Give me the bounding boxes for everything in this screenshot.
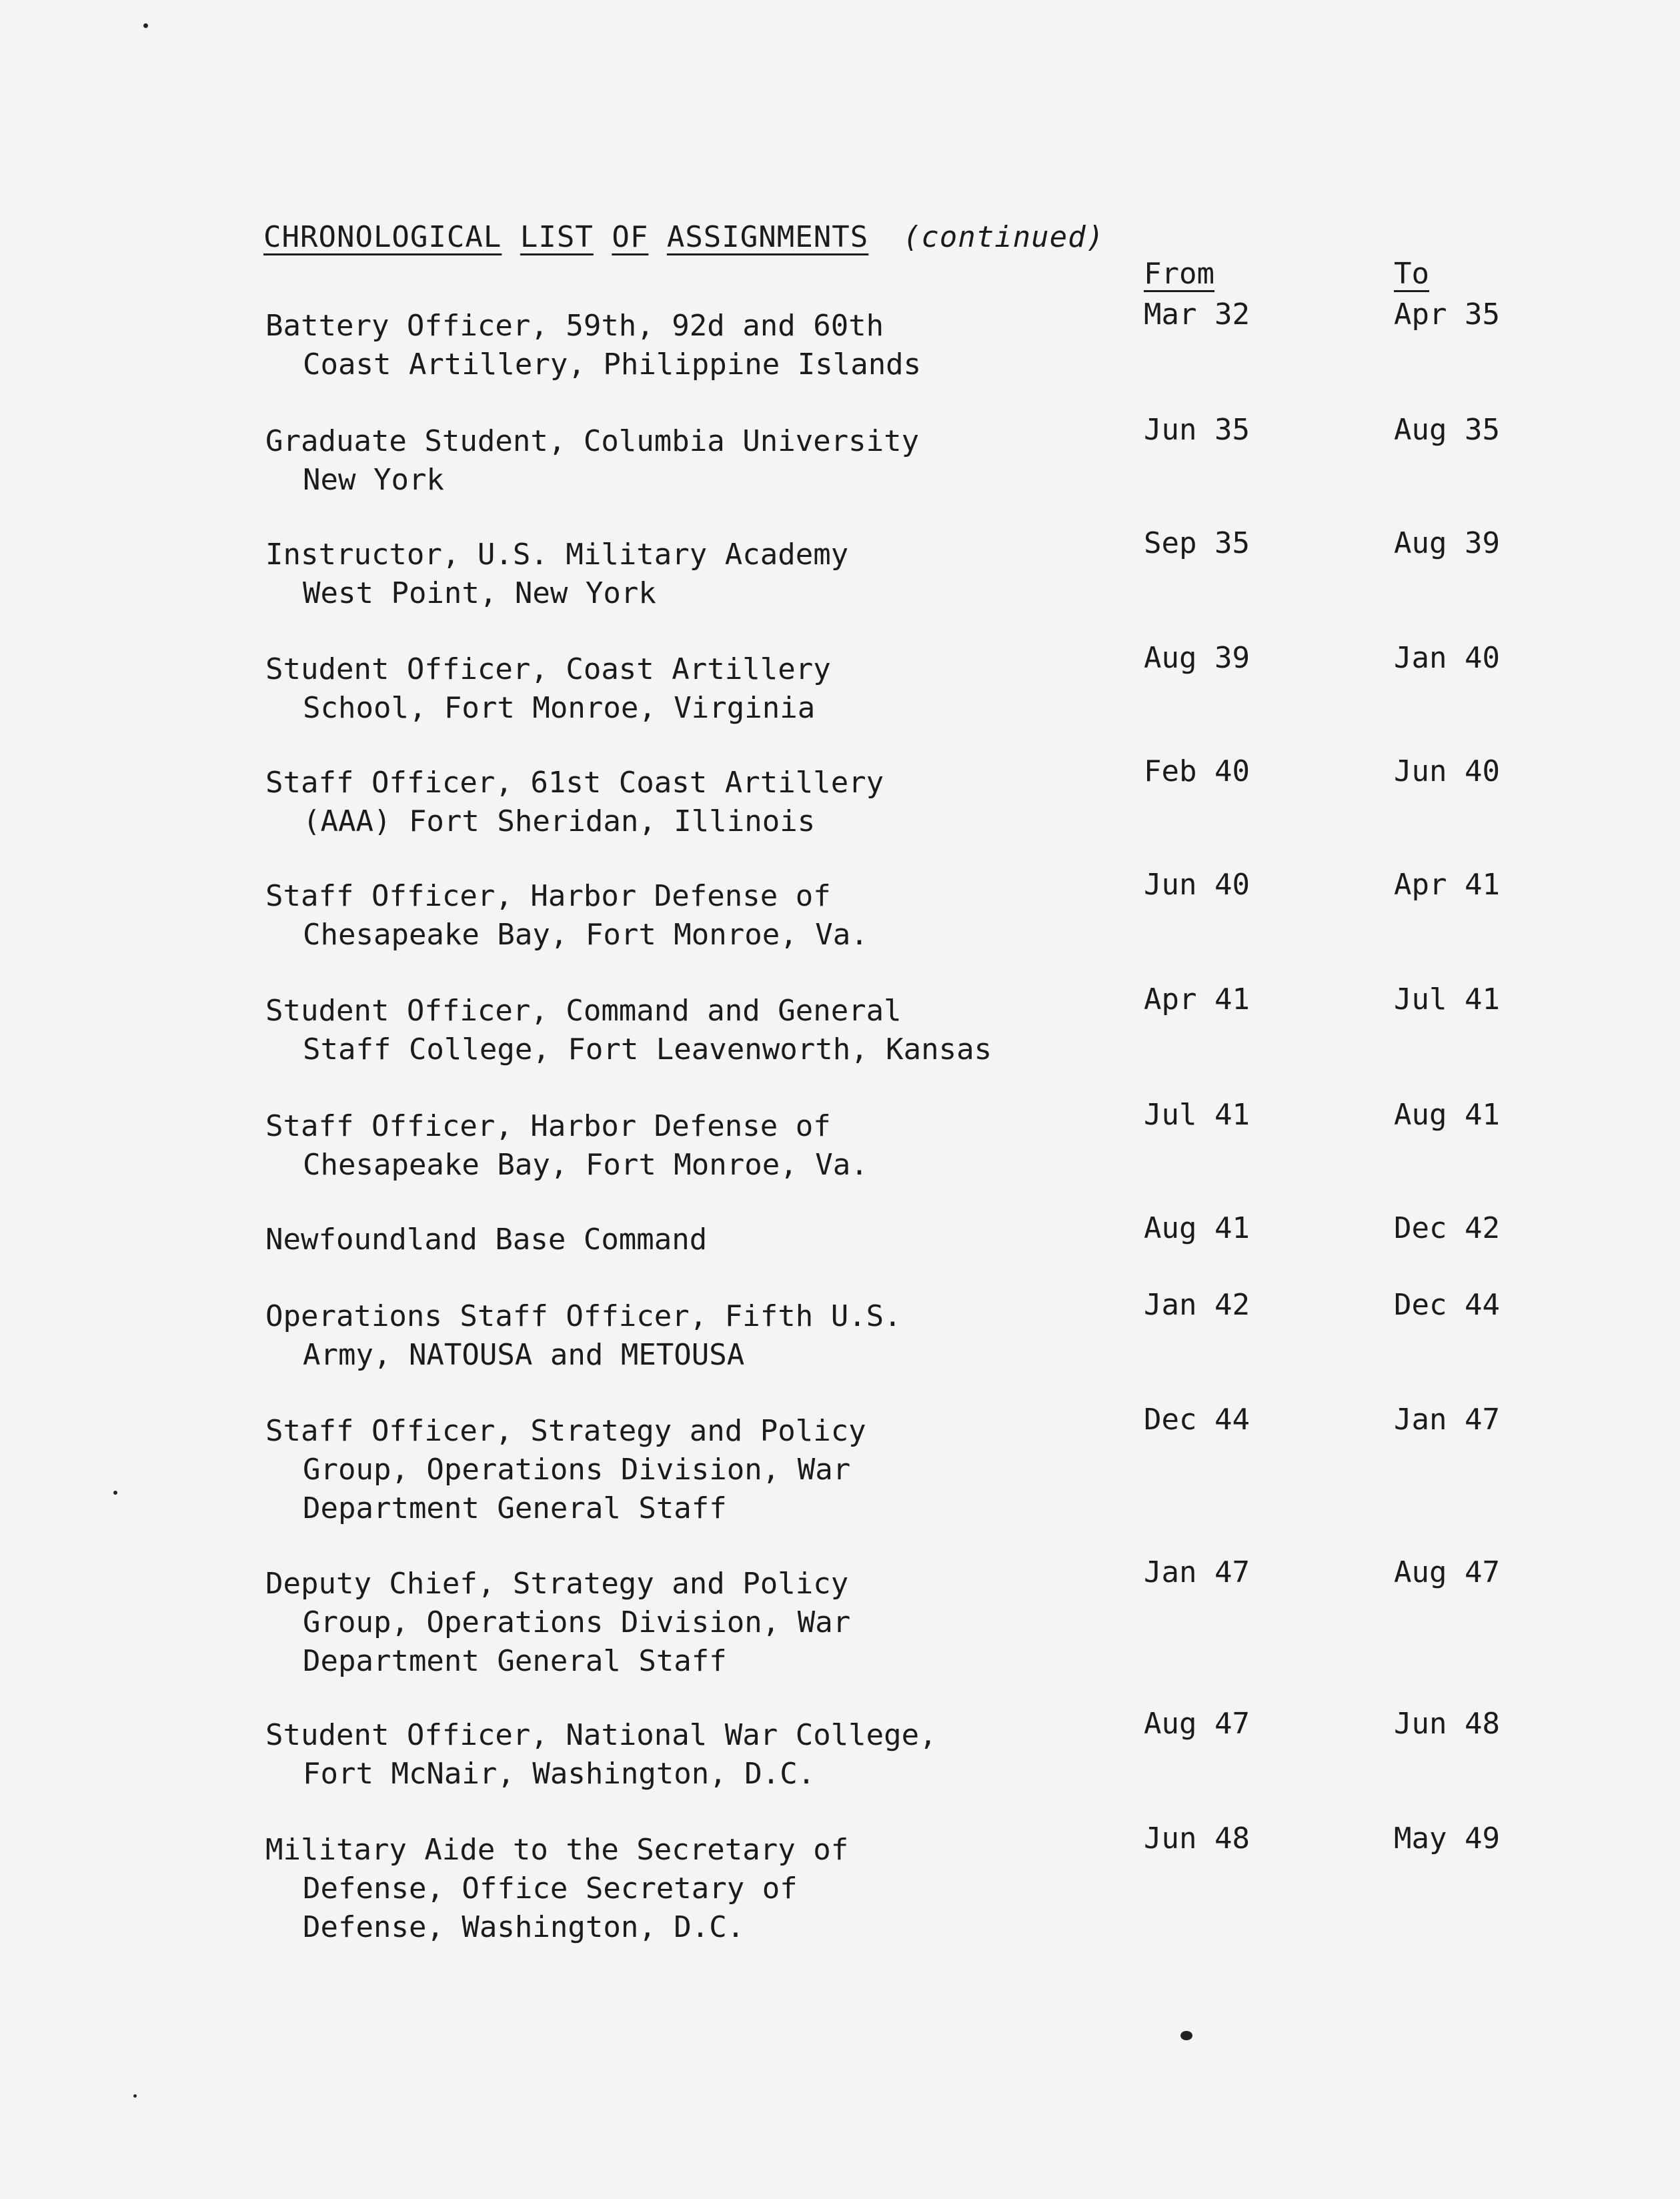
assignment-entry (0, 297, 1680, 387)
description-line: Newfoundland Base Command (265, 1223, 708, 1257)
description-line: Group, Operations Division, War (303, 1453, 851, 1487)
date-from: Dec 44 (1144, 1403, 1250, 1437)
assignment-entry (0, 413, 1680, 502)
assignment-description (265, 536, 848, 613)
date-from: Feb 40 (1144, 754, 1250, 788)
description-line: Staff College, Fort Leavenworth, Kansas (303, 1032, 992, 1066)
assignment-entry (0, 1403, 1680, 1525)
description-line: Graduate Student, Columbia University (265, 424, 920, 458)
column-header-from: From (1144, 257, 1214, 291)
ink-speck (113, 1491, 117, 1495)
date-from: Mar 32 (1144, 297, 1250, 331)
description-line: Student Officer, National War College, (265, 1718, 937, 1752)
date-from: Apr 41 (1144, 982, 1250, 1016)
description-line: School, Fort Monroe, Virginia (303, 691, 816, 725)
description-line: Staff Officer, Harbor Defense of (265, 1109, 831, 1143)
description-line: Staff Officer, Strategy and Policy (265, 1414, 866, 1448)
description-line: West Point, New York (303, 576, 656, 610)
heading-word: CHRONOLOGICAL (263, 220, 502, 254)
description-line: Department General Staff (303, 1644, 727, 1678)
description-line: Instructor, U.S. Military Academy (265, 538, 849, 572)
assignment-entry (0, 526, 1680, 616)
date-from: Jan 47 (1144, 1555, 1250, 1589)
description-line: Army, NATOUSA and METOUSA (303, 1338, 745, 1372)
description-line: Defense, Office Secretary of (303, 1872, 798, 1906)
description-line: Battery Officer, 59th, 92d and 60th (265, 309, 884, 343)
ink-speck (133, 2094, 137, 2098)
assignment-entry (0, 1707, 1680, 1796)
date-from: Aug 39 (1144, 641, 1250, 675)
assignment-description (265, 650, 831, 728)
assignment-description (265, 764, 884, 841)
date-to: Aug 47 (1394, 1555, 1500, 1589)
assignment-description (265, 1221, 707, 1259)
date-to: Dec 44 (1394, 1288, 1500, 1322)
date-to: Jan 40 (1394, 641, 1500, 675)
page-heading (263, 220, 1104, 254)
ink-speck (143, 23, 148, 28)
ink-speck (1180, 2031, 1192, 2040)
date-from: Jul 41 (1144, 1098, 1250, 1132)
description-line: Coast Artillery, Philippine Islands (303, 347, 922, 382)
assignment-description (265, 992, 992, 1069)
date-from: Jun 35 (1144, 413, 1250, 447)
date-from: Jan 42 (1144, 1288, 1250, 1322)
assignment-description (265, 422, 919, 500)
heading-continued: (continued) (902, 220, 1105, 254)
date-from: Sep 35 (1144, 526, 1250, 560)
description-line: (AAA) Fort Sheridan, Illinois (303, 804, 816, 838)
description-line: Chesapeake Bay, Fort Monroe, Va. (303, 918, 868, 952)
assignment-description (265, 1716, 937, 1793)
date-from: Aug 41 (1144, 1211, 1250, 1245)
heading-word: LIST (520, 220, 594, 254)
assignment-description (265, 1412, 866, 1528)
assignment-description (265, 1107, 868, 1185)
date-to: Aug 41 (1394, 1098, 1500, 1132)
date-to: Apr 35 (1394, 297, 1500, 331)
description-line: Department General Staff (303, 1491, 727, 1525)
date-from: Aug 47 (1144, 1707, 1250, 1741)
assignment-entry (0, 641, 1680, 730)
assignment-description (265, 1297, 902, 1375)
assignment-entry (0, 868, 1680, 957)
assignment-entry (0, 1555, 1680, 1678)
date-to: Jun 40 (1394, 754, 1500, 788)
description-line: Operations Staff Officer, Fifth U.S. (265, 1299, 902, 1333)
heading-word: OF (612, 220, 649, 254)
date-to: May 49 (1394, 1821, 1500, 1856)
description-line: Student Officer, Coast Artillery (265, 652, 831, 686)
description-line: Group, Operations Division, War (303, 1605, 851, 1639)
description-line: New York (303, 463, 444, 497)
assignment-description (265, 1831, 848, 1947)
description-line: Military Aide to the Secretary of (265, 1833, 849, 1867)
description-line: Deputy Chief, Strategy and Policy (265, 1567, 849, 1601)
assignment-entry (0, 754, 1680, 844)
assignment-entry (0, 1288, 1680, 1377)
assignment-description (265, 1565, 850, 1681)
heading-word: ASSIGNMENTS (666, 220, 869, 254)
assignment-description (265, 877, 868, 954)
description-line: Defense, Washington, D.C. (303, 1910, 745, 1944)
assignment-entry (0, 982, 1680, 1072)
description-line: Student Officer, Command and General (265, 994, 902, 1028)
date-to: Jun 48 (1394, 1707, 1500, 1741)
column-header-to: To (1394, 257, 1429, 291)
date-to: Aug 35 (1394, 413, 1500, 447)
assignment-entry (0, 1098, 1680, 1187)
assignment-entry (0, 1821, 1680, 1944)
date-to: Aug 39 (1394, 526, 1500, 560)
description-line: Staff Officer, Harbor Defense of (265, 879, 831, 913)
date-to: Apr 41 (1394, 868, 1500, 902)
description-line: Fort McNair, Washington, D.C. (303, 1757, 816, 1791)
date-from: Jun 48 (1144, 1821, 1250, 1856)
date-to: Jan 47 (1394, 1403, 1500, 1437)
date-to: Dec 42 (1394, 1211, 1500, 1245)
description-line: Staff Officer, 61st Coast Artillery (265, 766, 884, 800)
description-line: Chesapeake Bay, Fort Monroe, Va. (303, 1148, 868, 1182)
assignment-description (265, 307, 921, 384)
date-to: Jul 41 (1394, 982, 1500, 1016)
date-from: Jun 40 (1144, 868, 1250, 902)
